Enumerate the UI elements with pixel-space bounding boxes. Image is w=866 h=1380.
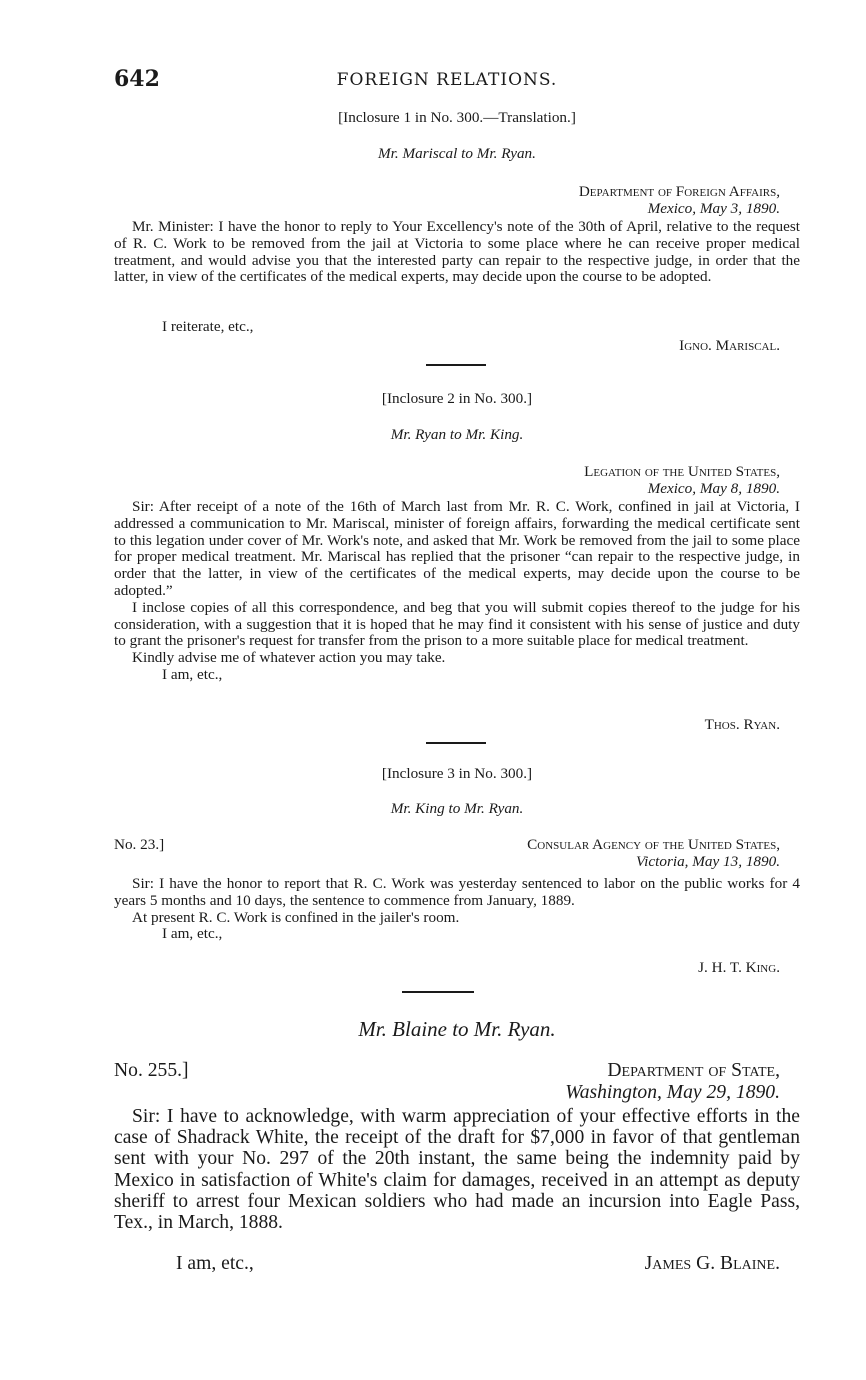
section-divider [402, 991, 474, 993]
inclosure-1-signature: Igno. Mariscal. [679, 337, 780, 354]
inclosure-1-dateline-office: Department of Foreign Affairs, [578, 183, 780, 200]
inclosure-2-caption: [Inclosure 2 in No. 300.] [381, 390, 533, 407]
body-paragraph: At present R. C. Work is confined in the jailer's room. [132, 908, 460, 926]
letter-body [114, 1106, 800, 1233]
inclosure-1-closing [114, 319, 800, 336]
inclosure-2-dateline-office: Legation of the United States, [584, 463, 780, 480]
running-head: FOREIGN RELATIONS. [336, 70, 558, 90]
inclosure-1-dateline-place: Mexico, May 3, 1890. [647, 200, 780, 217]
closing-line: I am, etc., [176, 1253, 254, 1274]
inclosure-1-caption: [Inclosure 1 in No. 300.—Translation.] [338, 109, 576, 126]
body-paragraph: Sir: After receipt of a note of the 16th of March last from Mr. R. C. Work, confined in jail at Victoria, I addressed a communication to Mr. Mariscal, minister of foreign affairs, forwarding the medical certificate sent to this legation under cover of Mr. Work's note, and asked that Mr. Work be removed from the jail to some place for proper medical treatment. Mr. Mariscal has replied that the prisoner “can repair to the respective judge, in order that the latter, in view of the certificates of the medical experts, may decide upon the course to be adopted.” [114, 498, 800, 599]
closing-line: I am, etc., [162, 925, 223, 943]
inclosure-2-body [114, 499, 800, 684]
letter-signature: James G. Blaine. [644, 1253, 780, 1274]
page-number: 642 [114, 66, 160, 92]
inclosure-3-dateline-office: Consular Agency of the United States, [527, 836, 780, 853]
inclosure-1-body [114, 219, 800, 286]
body-paragraph: I inclose copies of all this correspondence, and beg that you will submit copies thereof to the judge for his consideration, with a suggestion that it is hoped that he may find it consistent with his sense of justice and duty to grant the prisoner's request for transfer from the prison to a more suitable place for medical treatment. [114, 598, 800, 650]
inclosure-3-signature: J. H. T. King. [698, 959, 780, 976]
inclosure-3-title: Mr. King to Mr. Ryan. [390, 800, 524, 817]
inclosure-2-signature: Thos. Ryan. [704, 716, 780, 733]
inclosure-2-title: Mr. Ryan to Mr. King. [390, 426, 524, 443]
body-paragraph: Mr. Minister: I have the honor to reply to Your Excellency's note of the 30th of April, relative to the request of R. C. Work to be removed from the jail at Victoria to some place where he can receive proper medical treatment, and would advise you that the interested party can repair to the respective judge, in order that the latter, in view of the certificates of the medical experts, may decide upon the course to be adopted. [114, 218, 800, 286]
inclosure-2-dateline-place: Mexico, May 8, 1890. [647, 480, 780, 497]
page-header [114, 66, 780, 94]
body-paragraph: Kindly advise me of whatever action you may take. [132, 649, 446, 667]
inclosure-3-caption: [Inclosure 3 in No. 300.] [381, 765, 533, 782]
inclosure-3-dateline-place: Victoria, May 13, 1890. [636, 853, 780, 870]
closing-line: I reiterate, etc., [162, 318, 254, 335]
letter-number: No. 255.] [114, 1060, 189, 1081]
body-paragraph: Sir: I have the honor to report that R. C. Work was yesterday sentenced to labor on the public works for 4 years 5 months and 10 days, the sentence to commence from January, 1889. [114, 875, 800, 909]
body-paragraph: Sir: I have to acknowledge, with warm appreciation of your effective efforts in the case of Shadrack White, the receipt of the draft for $7,000 in favor of that gentleman sent with your No. 297 of the 20th instant, the same being the indemnity paid by Mexico in satisfaction of White's claim for damages, received in an attempt as deputy sheriff to arrest four Mexican soldiers who had made an incursion into Eagle Pass, Tex., in March, 1888. [114, 1106, 800, 1234]
inclosure-3-body [114, 876, 800, 943]
section-divider [426, 364, 486, 366]
letter-title: Mr. Blaine to Mr. Ryan. [358, 1017, 556, 1041]
section-divider [426, 742, 486, 744]
inclosure-1-title: Mr. Mariscal to Mr. Ryan. [378, 145, 536, 162]
closing-line: I am, etc., [162, 665, 223, 683]
letter-dateline-place: Washington, May 29, 1890. [565, 1082, 780, 1103]
letter-dateline-office: Department of State, [607, 1060, 780, 1081]
inclosure-3-number: No. 23.] [114, 836, 165, 853]
